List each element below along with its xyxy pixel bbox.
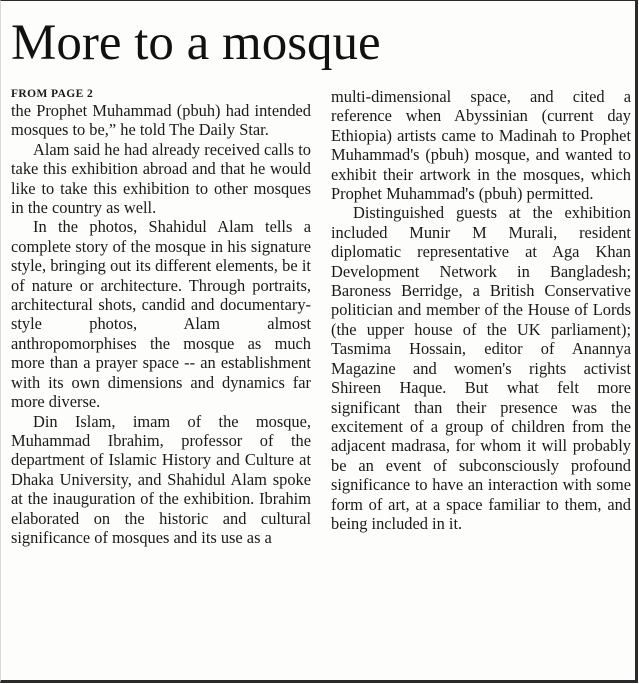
paragraph: In the photos, Shahidul Alam tells a complete story of the mosque in his signature style, bringing out its different elements, be it of nature or architecture. Through portraits, architectural shots, candid and documentary-style photos, Alam almost anthropomorphises the mosque as much more than a prayer space -- an establishment with its own dimensions and dynamics far more diverse. <box>11 217 311 412</box>
continued-from-label: FROM PAGE 2 <box>11 88 94 100</box>
article-column-right <box>331 87 631 533</box>
paragraph: Alam said he had already received calls to take this exhibition abroad and that he would like to take this exhibition to other mosques in the country as well. <box>11 139 311 218</box>
paragraph: Distinguished guests at the exhibition included Munir M Murali, resident diplomatic representative at Aga Khan Development Network in Bangladesh; Baroness Berridge, a British Conservative politician and member of the House of Lords (the upper house of the UK parliament); Tasmima Hossain, editor of Anannya Magazine and women's rights activist Shireen Haque. But what felt more significant than their presence was the excitement of a group of children from the adjacent madrasa, for whom it will probably be an event of subconsciously profound significance to have an interaction with some form of art, at a space familiar to them, and being included in it. <box>331 203 631 533</box>
paragraph: Din Islam, imam of the mosque, Muhammad Ibrahim, professor of the department of Islamic History and Culture at Dhaka University, and Shahidul Alam spoke at the inauguration of the exhibition. Ibrahim elaborated on the historic and cultural significance of mosques and its use as a <box>11 411 311 547</box>
article-column-left <box>11 87 311 547</box>
paragraph: the Prophet Muhammad (pbuh) had intended mosques to be,” he told The Daily Star. <box>11 101 311 140</box>
headline: More to a mosque <box>11 15 381 71</box>
paragraph: multi-dimensional space, and cited a reference when Abyssinian (current day Ethiopia) artists came to Madinah to Prophet Muhammad's (pbuh) mosque, and wanted to exhibit their artwork in the mosques, which Prophet Muhammad's (pbuh) permitted. <box>331 87 631 204</box>
